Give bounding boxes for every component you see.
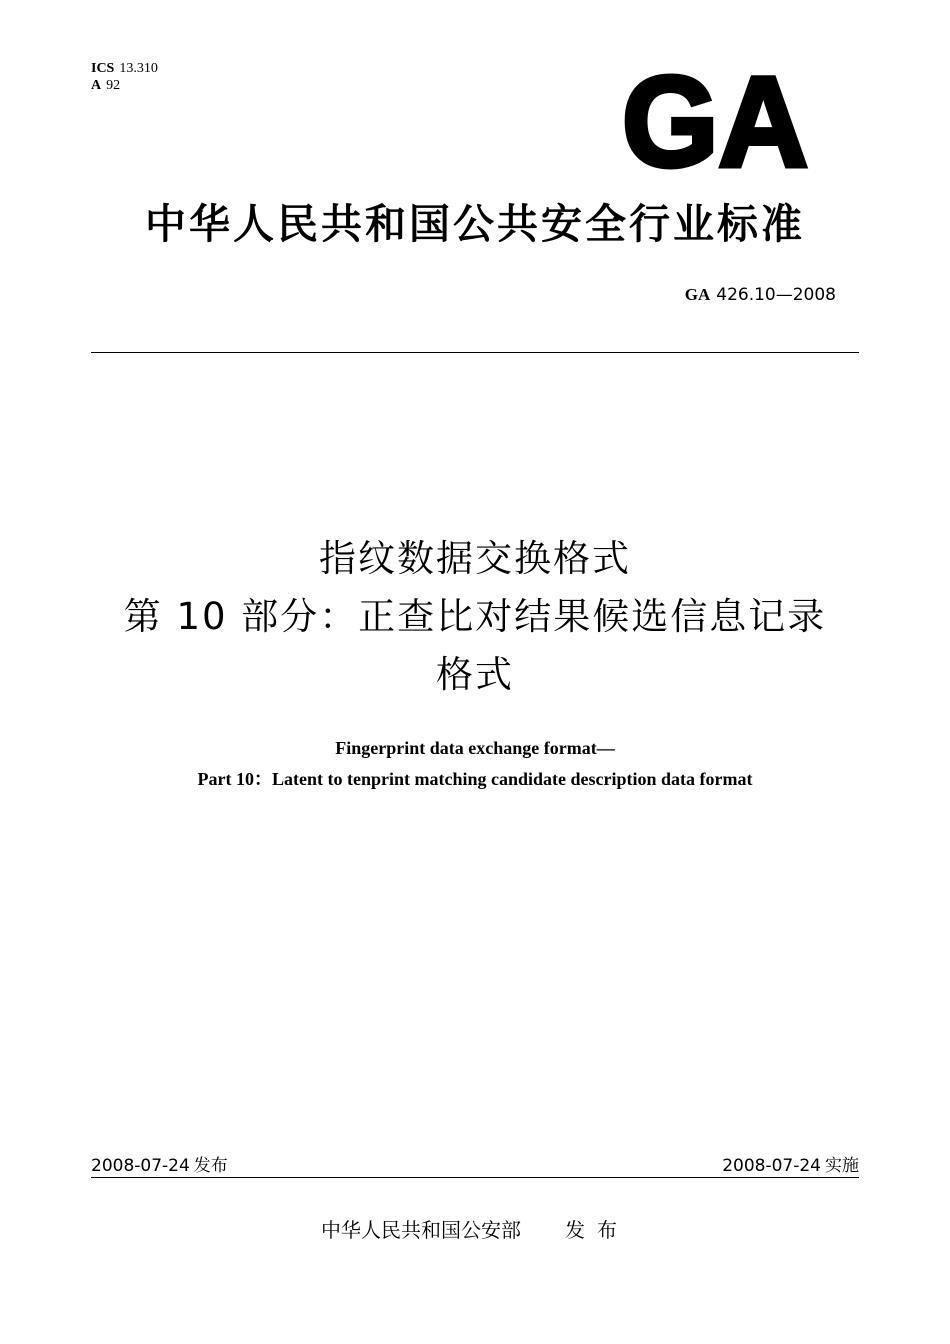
classification-codes [91, 60, 158, 94]
english-title-line-1: Fingerprint data exchange format— [335, 738, 615, 758]
release-date-value: 2008-07-24 [91, 1156, 190, 1176]
ics-value: 13.310 [119, 61, 158, 76]
ics-label: ICS [91, 61, 115, 76]
release-date-label: 发布 [193, 1156, 228, 1176]
implementation-date [722, 1151, 859, 1176]
ics-code [91, 60, 158, 77]
chinese-title-line-1: 指纹数据交换格式 [319, 537, 631, 580]
chinese-title-line-2: 第 10 部分：正查比对结果候选信息记录 [123, 595, 827, 638]
top-divider [91, 352, 859, 353]
english-title [0, 733, 950, 795]
bottom-divider [91, 1177, 859, 1178]
category-label: A [91, 78, 102, 93]
chinese-title [0, 530, 950, 704]
chinese-title-line-3: 格式 [436, 653, 514, 696]
standard-number-prefix: GA [684, 285, 711, 304]
category-value: 92 [106, 78, 121, 93]
issuer-action: 发布 [565, 1218, 629, 1242]
standard-title: 中华人民共和国公共安全行业标准 [145, 200, 805, 248]
ga-logo-text: GA [622, 70, 808, 170]
standard-number [685, 285, 836, 305]
release-date [91, 1151, 228, 1176]
implementation-date-value: 2008-07-24 [722, 1156, 821, 1176]
category-code [91, 77, 158, 94]
implementation-date-label: 实施 [825, 1156, 859, 1176]
issuer [0, 1214, 950, 1243]
standard-number-value: 426.10—2008 [716, 285, 836, 305]
english-title-line-2: Part 10：Latent to tenprint matching candidate description data format [197, 769, 753, 789]
issuer-name: 中华人民共和国公安部 [321, 1218, 521, 1242]
ga-logo [620, 70, 810, 170]
